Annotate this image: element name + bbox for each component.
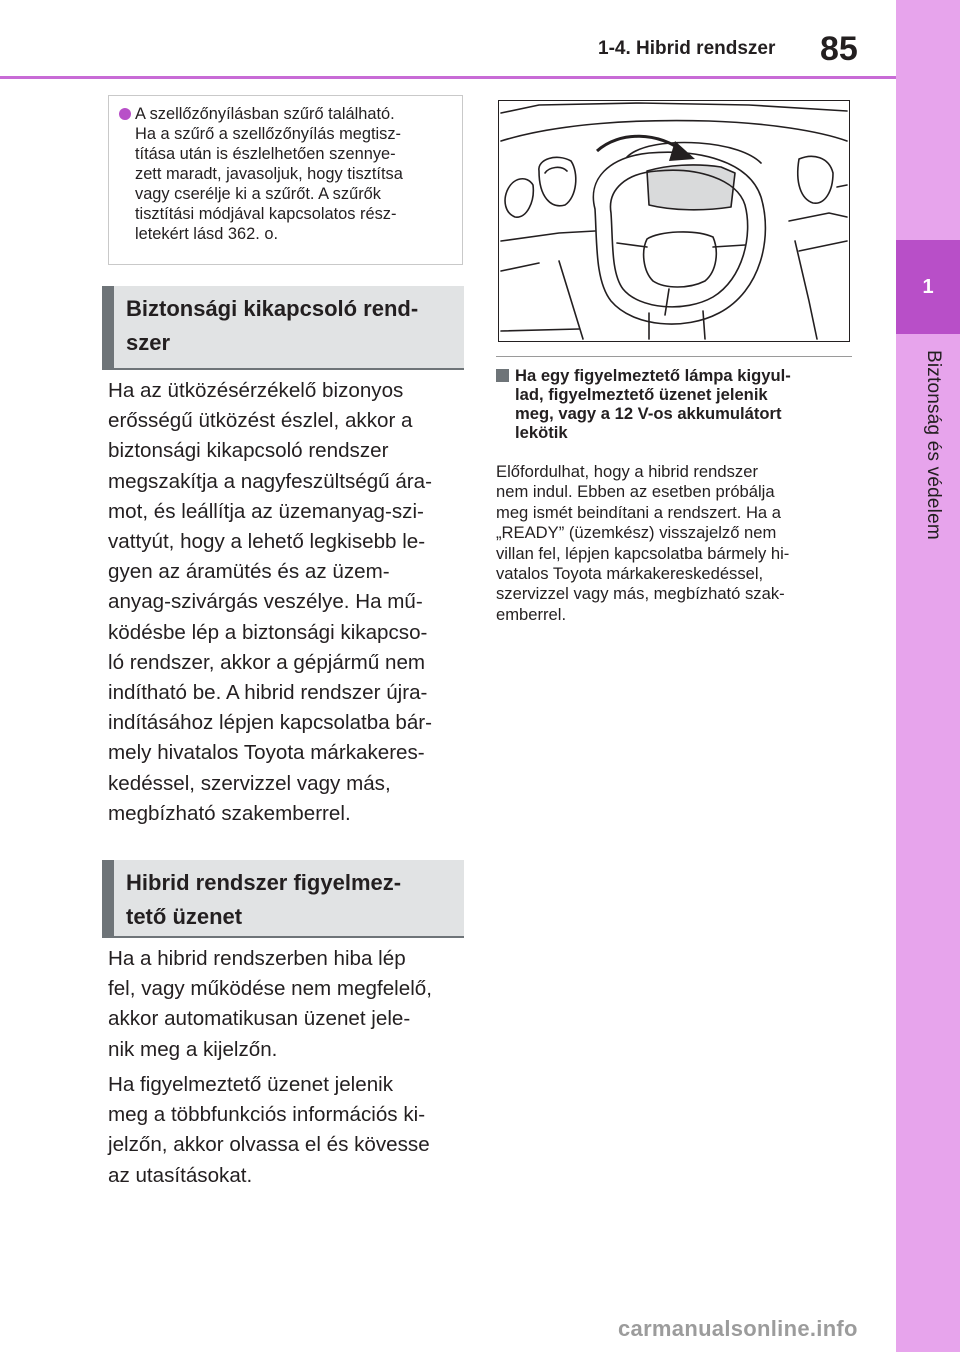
watermark: carmanualsonline.info: [618, 1316, 858, 1341]
text-line: biztonsági kikapcsoló rendszer: [108, 439, 389, 463]
note-line: Ha a szűrő a szellőzőnyílás megtisz-: [135, 125, 401, 143]
text-line: villan fel, lépjen kapcsolatba bármely hi-: [496, 543, 790, 563]
heading-line: szer: [126, 330, 171, 355]
hybrid-warning-paragraph-1: [108, 944, 468, 1065]
text-line: „READY” (üzemkész) visszajelző nem: [496, 523, 777, 543]
section-heading-hybrid-warning: [102, 860, 464, 938]
note-line: títása után is észlelhetően szennye-: [135, 145, 396, 163]
text-line: indításához lépjen kapcsolatba bár-: [108, 711, 432, 735]
text-line: ló rendszer, akkor a gépjármű nem: [108, 650, 426, 674]
text-line: Ha az ütközésérzékelő bizonyos: [108, 379, 404, 402]
text-line: Előfordulhat, hogy a hibrid rendszer: [496, 462, 758, 481]
text-line: Ha a hibrid rendszerben hiba lép: [108, 947, 406, 970]
column-divider: [496, 356, 852, 357]
section-heading-safety-cutoff: [102, 286, 464, 370]
section-title: 1-4. Hibrid rendszer: [598, 38, 776, 59]
text-line: emberrel.: [496, 604, 567, 624]
hybrid-warning-paragraph-2: [108, 1070, 468, 1191]
text-line: fel, vagy működése nem megfelelő,: [108, 977, 432, 1001]
safety-cutoff-paragraph: [108, 376, 468, 829]
text-line: ködésbe lép a biztonsági kikapcso-: [108, 620, 428, 644]
subheading-line: meg, vagy a 12 V-os akkumulátort: [515, 404, 782, 423]
header-divider: [0, 76, 896, 79]
subheading-line: Ha egy figyelmeztető lámpa kigyul-: [515, 366, 791, 385]
circle-bullet-icon: [119, 108, 131, 120]
page-number: 85: [820, 30, 858, 68]
text-line: jelzőn, akkor olvassa el és kövesse: [108, 1133, 430, 1157]
heading-line: Hibrid rendszer figyelmez-: [126, 870, 402, 895]
note-line: letekért lásd 362. o.: [135, 225, 279, 243]
dashboard-illustration: [498, 100, 850, 342]
text-line: szervizzel vagy más, megbízható szak-: [496, 584, 785, 604]
heading-line: Biztonsági kikapcsoló rend-: [126, 296, 419, 321]
square-bullet-icon: [496, 369, 509, 382]
chapter-side-tab: [896, 0, 960, 1352]
text-line: kedéssel, szervizzel vagy más,: [108, 771, 391, 795]
text-line: nem indul. Ebben az esetben próbálja: [496, 482, 775, 502]
text-line: meg a többfunkciós információs ki-: [108, 1103, 426, 1127]
steering-wheel-dashboard-drawing: [499, 101, 848, 340]
text-line: indítható be. A hibrid rendszer újra-: [108, 681, 428, 705]
note-box: [108, 95, 463, 265]
text-line: megbízható szakemberrel.: [108, 801, 351, 825]
note-line: zett maradt, javasoljuk, hogy tisztítsa: [135, 165, 403, 183]
chapter-number-badge: 1: [896, 240, 960, 334]
chapter-title: Biztonság és védelem: [923, 350, 944, 540]
text-line: nik meg a kijelzőn.: [108, 1037, 278, 1061]
subheading-line: lad, figyelmeztető üzenet jelenik: [515, 385, 768, 404]
note-line: vagy cserélje ki a szűrőt. A szűrők: [135, 185, 381, 203]
text-line: vattyút, hogy a lehető legkisebb le-: [108, 530, 426, 554]
text-line: Ha figyelmeztető üzenet jelenik: [108, 1073, 394, 1096]
text-line: anyag-szivárgás veszélye. Ha mű-: [108, 590, 423, 614]
text-line: gyen az áramütés és az üzem-: [108, 560, 390, 584]
text-line: mot, és leállítja az üzemanyag-szi-: [108, 499, 424, 523]
text-line: meg ismét beindítani a rendszert. Ha a: [496, 502, 782, 522]
text-line: megszakítja a nagyfeszültségű ára-: [108, 469, 432, 493]
text-line: akkor automatikusan üzenet jele-: [108, 1007, 411, 1031]
text-line: vatalos Toyota márkakereskedéssel,: [496, 564, 764, 584]
warning-light-paragraph: [496, 462, 852, 625]
note-line: tisztítási módjával kapcsolatos rész-: [135, 205, 397, 223]
text-line: mely hivatalos Toyota márkakeres-: [108, 741, 425, 765]
subheading-line: lekötik: [515, 423, 568, 442]
note-line: A szellőzőnyílásban szűrő található.: [135, 105, 395, 123]
text-line: erősségű ütközést észlel, akkor a: [108, 409, 413, 433]
heading-line: tető üzenet: [126, 904, 243, 929]
text-line: az utasításokat.: [108, 1163, 253, 1187]
warning-light-subheading: [496, 366, 852, 442]
